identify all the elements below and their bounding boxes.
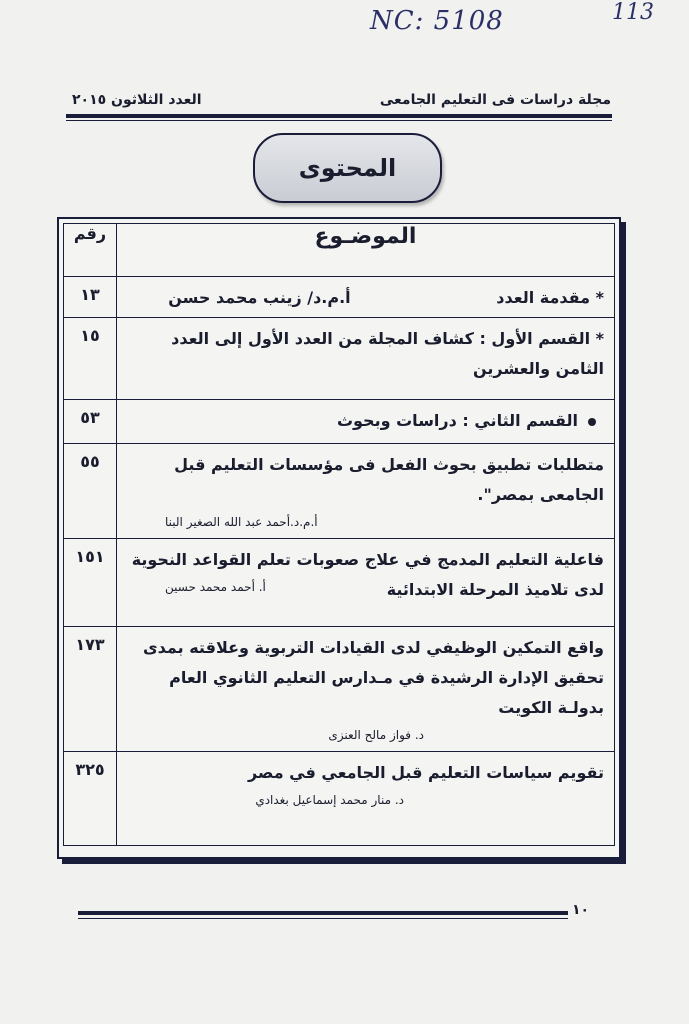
contents-title: المحتوى: [253, 133, 442, 203]
table-row: [64, 444, 615, 539]
row-page-number: ٥٥: [64, 444, 117, 539]
row-subject-text: * مقدمة العدد: [496, 288, 604, 307]
subject-column-header: الموضـوع: [117, 224, 615, 277]
row-subject: * القسم الأول : كشاف المجلة من العدد الأول إلى العدد الثامن والعشرين: [117, 318, 615, 400]
row-subject: [117, 627, 615, 752]
row-author: د. فواز مالح العنزى: [328, 728, 424, 742]
journal-name: مجلة دراسات فى التعليم الجامعى: [379, 92, 611, 108]
table-row: [64, 752, 615, 846]
table-row: [64, 400, 615, 444]
row-subject-text: فاعلية التعليم المدمج في علاج صعوبات تعلم القواعد النحوية لدى تلاميذ المرحلة الابتدائية: [131, 550, 604, 599]
contents-table-frame: [57, 217, 621, 859]
row-subject: [117, 539, 615, 627]
row-page-number: ٣٢٥: [64, 752, 117, 846]
row-subject: [117, 277, 615, 318]
row-author: د. منار محمد إسماعيل بغدادي: [255, 793, 404, 807]
table-row: [64, 277, 615, 318]
row-subject: [117, 400, 615, 444]
row-page-number: ٥٣: [64, 400, 117, 444]
table-row: [64, 539, 615, 627]
footer-page-number: ١٠: [572, 902, 590, 918]
row-subject-text: متطلبات تطبيق بحوث الفعل فى مؤسسات التعليم قبل الجامعى بمصر".: [174, 455, 604, 504]
handwritten-reference: NC: 5108: [370, 6, 504, 36]
row-author: أ.م.د/ زينب محمد حسن: [168, 288, 351, 307]
row-page-number: ١٥: [64, 318, 117, 400]
row-subject: [117, 752, 615, 846]
table-row: [64, 318, 615, 400]
bullet-icon: [588, 418, 596, 426]
row-page-number: ١٣: [64, 277, 117, 318]
row-page-number: ١٧٣: [64, 627, 117, 752]
row-page-number: ١٥١: [64, 539, 117, 627]
contents-table: [63, 223, 615, 846]
header-rule-thick: [66, 114, 612, 118]
issue-label: العدد الثلاثون ٢٠١٥: [72, 92, 202, 108]
header-rule-thin: [66, 120, 612, 121]
row-author: أ.م.د.أحمد عبد الله الصغير البنا: [165, 515, 318, 529]
table-row: [64, 627, 615, 752]
row-subject: [117, 444, 615, 539]
row-subject-text: واقع التمكين الوظيفي لدى القيادات التربوية وعلاقته بمدى تحقيق الإدارة الرشيدة في مـدارس التعليم الثانوي العام بدولـة الكويت: [143, 638, 604, 717]
footer-rule-thick: [78, 911, 568, 915]
row-subject-text: القسم الثاني : دراسات وبحوث: [336, 411, 578, 430]
row-subject-text: تقويم سياسات التعليم قبل الجامعي في مصر: [247, 763, 604, 782]
footer-rule-thin: [78, 918, 568, 919]
table-header-row: [64, 224, 615, 277]
number-column-header: رقم: [64, 224, 117, 277]
row-author: أ. أحمد محمد حسين: [165, 580, 266, 594]
handwritten-page-mark: 113: [612, 0, 654, 25]
